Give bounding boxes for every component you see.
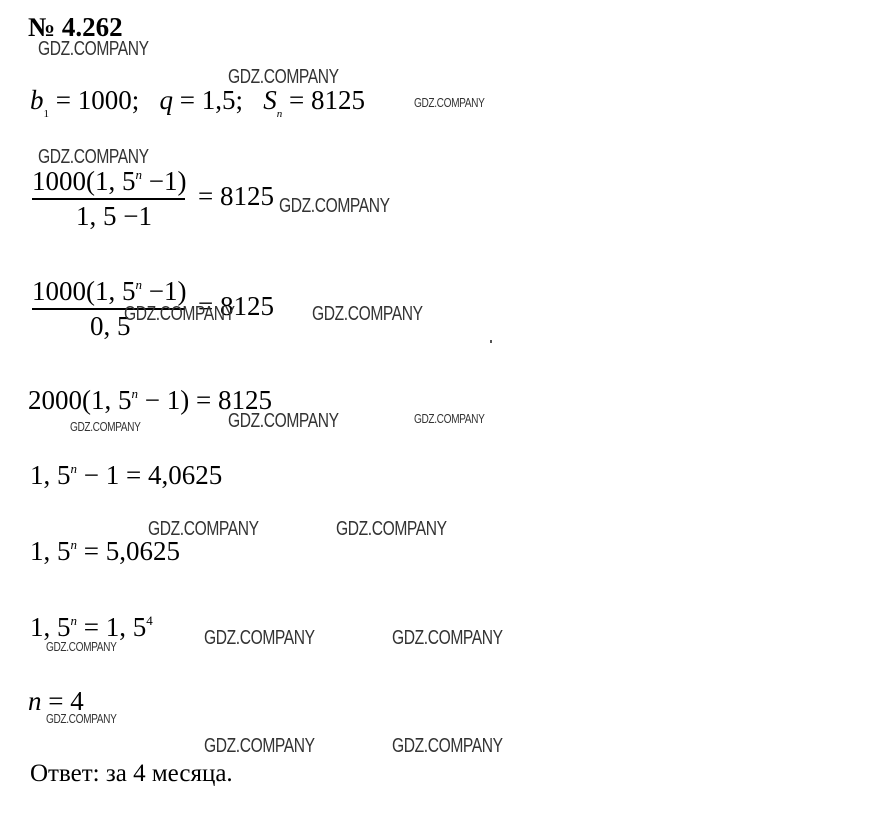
- s-symbol: S: [263, 85, 277, 115]
- watermark: GDZ.COMPANY: [38, 38, 149, 60]
- fraction-1-numerator: 1000(1, $5^n -1$): [32, 166, 187, 196]
- watermark: GDZ.COMPANY: [46, 711, 117, 726]
- fraction-1-rhs: = 8125: [198, 181, 274, 211]
- watermark: GDZ.COMPANY: [312, 303, 423, 325]
- s-value: = 8125: [282, 85, 365, 115]
- watermark: GDZ.COMPANY: [228, 66, 339, 88]
- fraction-1-bar: [32, 198, 185, 200]
- watermark: GDZ.COMPANY: [279, 195, 390, 217]
- equation-line-8: n = 4: [28, 686, 84, 716]
- fraction-1-denominator: 1, 5 −1: [76, 201, 152, 231]
- equation-line-7: 1, $5^n = 1$, $5^4$: [30, 612, 153, 642]
- b-symbol: b: [30, 85, 44, 115]
- watermark: GDZ.COMPANY: [38, 146, 149, 168]
- watermark: GDZ.COMPANY: [414, 411, 485, 426]
- b-value: = 1000;: [49, 85, 140, 115]
- equation-line-4: 2000(1, $5^n - 1) = 8125$: [28, 385, 272, 415]
- fraction-2-denominator: 0, 5: [90, 311, 131, 341]
- stray-dot: [490, 340, 492, 343]
- watermark: GDZ.COMPANY: [392, 735, 503, 757]
- watermark: GDZ.COMPANY: [148, 518, 259, 540]
- b-subscript: 1: [43, 108, 49, 120]
- q-symbol: q: [159, 85, 173, 115]
- given-values: [30, 85, 365, 120]
- answer-text: Ответ: за 4 месяца.: [30, 760, 233, 787]
- watermark: GDZ.COMPANY: [46, 639, 117, 654]
- problem-title: № 4.262: [28, 12, 123, 42]
- equation-line-6: 1, $5^n = 5,0625$: [30, 536, 180, 566]
- watermark: GDZ.COMPANY: [414, 95, 485, 110]
- s-subscript: n: [276, 108, 283, 120]
- q-value: = 1,5;: [172, 85, 243, 115]
- watermark: GDZ.COMPANY: [204, 627, 315, 649]
- equation-line-5: 1, $5^n - 1 = 4,0625$: [30, 460, 223, 490]
- watermark: GDZ.COMPANY: [70, 419, 141, 434]
- fraction-equation-1: [32, 166, 192, 231]
- watermark: GDZ.COMPANY: [228, 410, 339, 432]
- watermark: GDZ.COMPANY: [204, 735, 315, 757]
- watermark: GDZ.COMPANY: [124, 303, 235, 325]
- watermark: GDZ.COMPANY: [392, 627, 503, 649]
- watermark: GDZ.COMPANY: [336, 518, 447, 540]
- fraction-2-numerator: 1000(1, $5^n -1$): [32, 276, 187, 306]
- fraction-2-rhs: = 8125: [198, 291, 274, 321]
